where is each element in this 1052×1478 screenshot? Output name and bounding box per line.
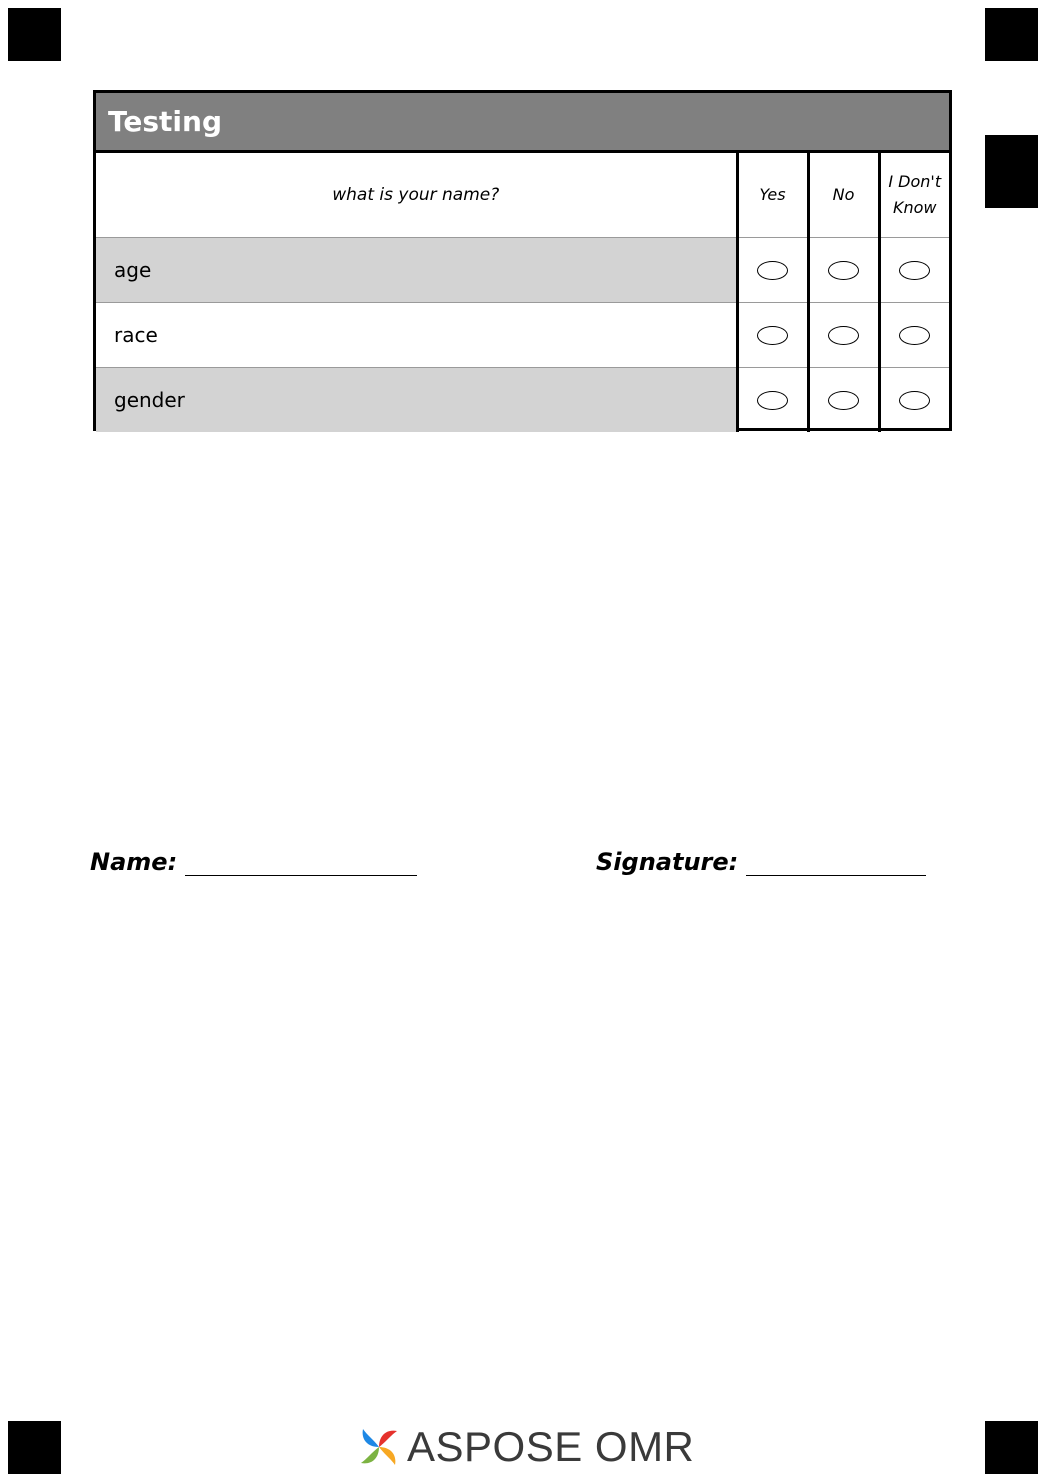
page-id-marker-right bbox=[985, 135, 1038, 208]
reference-marker-top-right bbox=[985, 8, 1038, 61]
reference-marker-top-left bbox=[8, 8, 61, 61]
question-text: what is your name? bbox=[96, 153, 737, 238]
footer-logo bbox=[355, 1420, 694, 1474]
option-header-no: No bbox=[808, 153, 879, 238]
bubble-race-dont-know[interactable] bbox=[899, 326, 930, 345]
bubble-gender-yes[interactable] bbox=[757, 391, 788, 410]
grid-row-age bbox=[96, 238, 949, 303]
bubble-gender-dont-know[interactable] bbox=[899, 391, 930, 410]
row-label: gender bbox=[96, 368, 737, 433]
grid-table bbox=[96, 153, 949, 432]
aspose-swirl-icon bbox=[355, 1423, 403, 1471]
bubble-age-dont-know[interactable] bbox=[899, 261, 930, 280]
grid-title: Testing bbox=[96, 93, 949, 153]
grid-header-row bbox=[96, 153, 949, 238]
bubble-race-yes[interactable] bbox=[757, 326, 788, 345]
brand-name: ASPOSE OMR bbox=[407, 1423, 695, 1470]
name-field bbox=[90, 848, 417, 876]
row-label: race bbox=[96, 303, 737, 368]
bubble-age-no[interactable] bbox=[828, 261, 859, 280]
bubble-age-yes[interactable] bbox=[757, 261, 788, 280]
reference-marker-bottom-right bbox=[985, 1421, 1038, 1474]
name-label: Name: bbox=[90, 848, 178, 876]
bubble-gender-no[interactable] bbox=[828, 391, 859, 410]
grid-row-race bbox=[96, 303, 949, 368]
row-label: age bbox=[96, 238, 737, 303]
signature-line[interactable] bbox=[746, 851, 926, 876]
bubble-race-no[interactable] bbox=[828, 326, 859, 345]
grid-row-gender bbox=[96, 368, 949, 433]
option-header-yes: Yes bbox=[737, 153, 808, 238]
signature-label: Signature: bbox=[596, 848, 739, 876]
option-header-dont-know: I Don't Know bbox=[879, 153, 949, 238]
signature-field bbox=[596, 848, 926, 876]
name-line[interactable] bbox=[185, 851, 417, 876]
reference-marker-bottom-left bbox=[8, 1421, 61, 1474]
answer-grid bbox=[93, 90, 952, 431]
